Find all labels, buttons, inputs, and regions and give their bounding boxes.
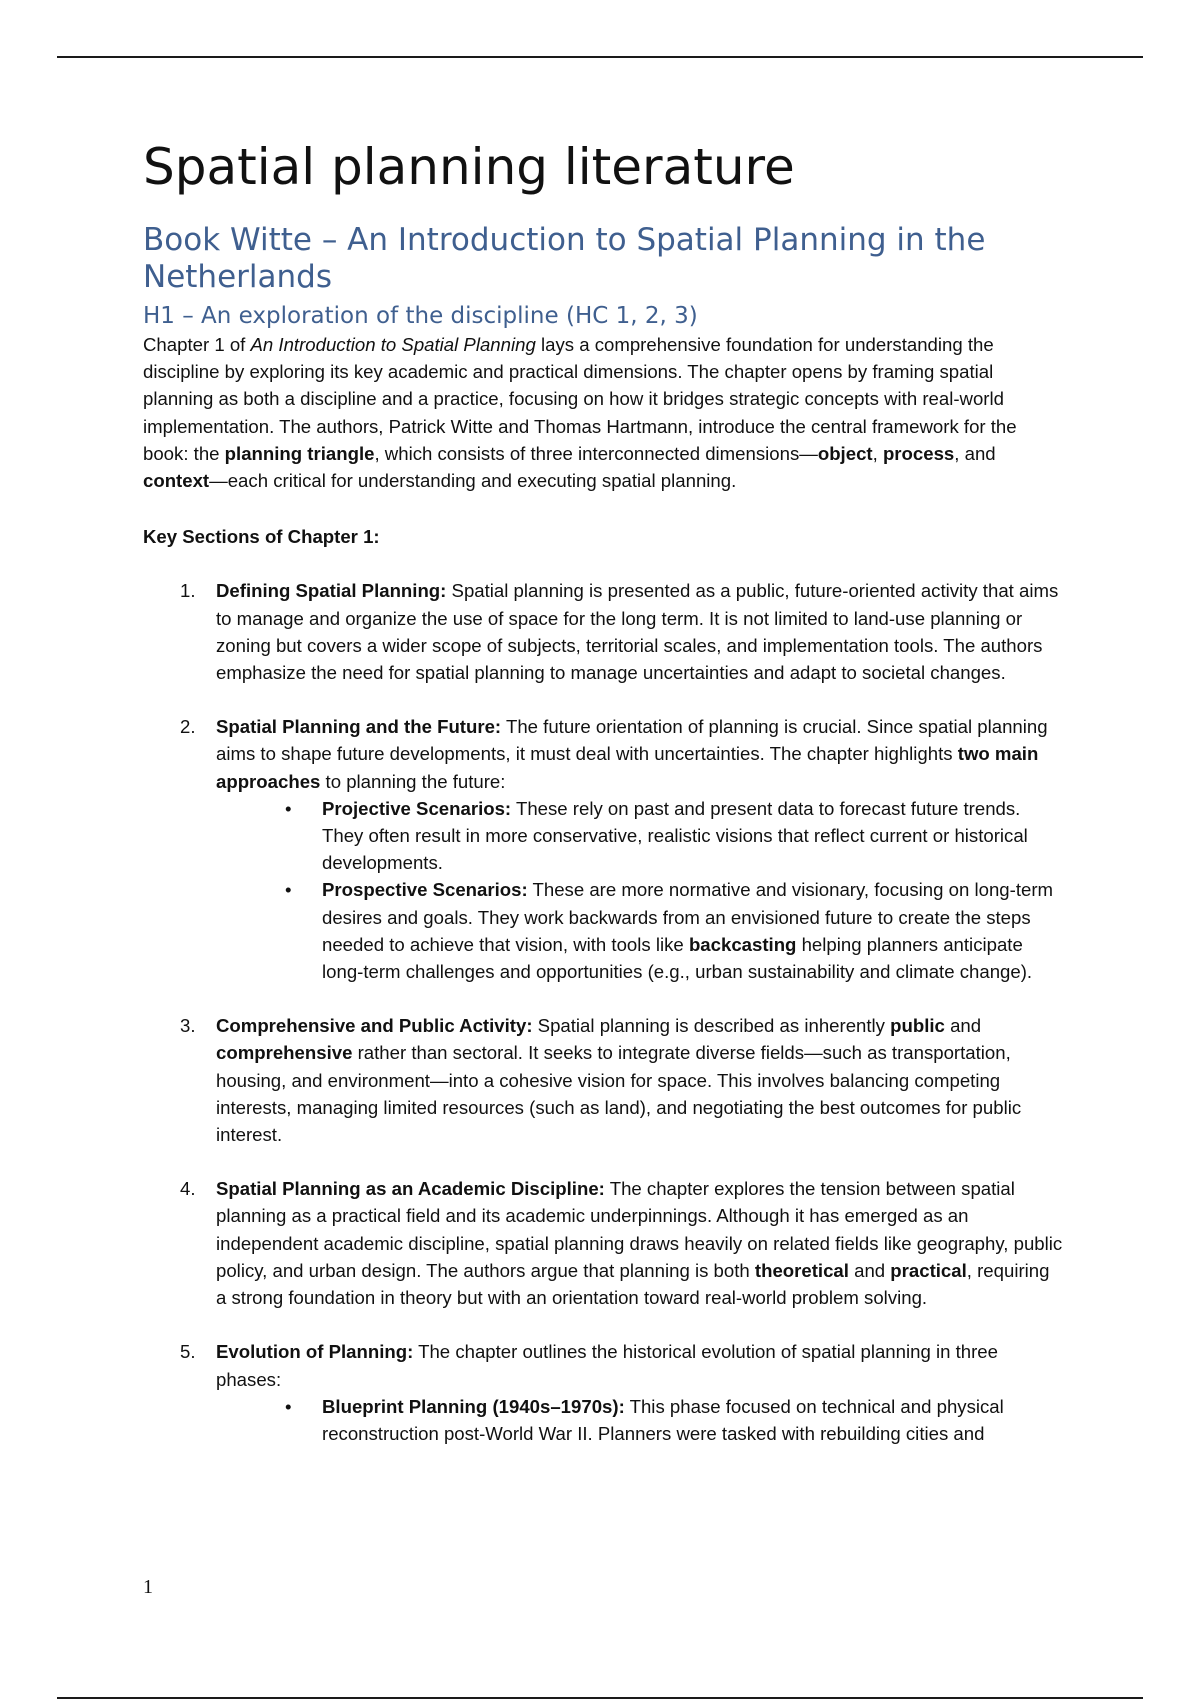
section-item: 2. Spatial Planning and the Future: The future orientation of planning is crucial. Since spatial planning aims to shape future developments, it must deal with uncertainties. The chapter highlights two main approaches to planning the future: • Projective Scenarios: These rely on past and present data to forecast future trends. They often result in more conservative, realistic visions that reflect current or historical developments. • Prospective Scenarios: These are more normative and visionary, focusing on long-term desires and goals. They work backwards from an envisioned future to create the steps needed to achieve that vision, with tools like backcasting helping planners anticipate long-term challenges and opportunities (e.g., urban sustainability and climate change). [143,713,1063,985]
context-term: context [143,470,210,492]
section-title: Comprehensive and Public Activity: [216,1015,533,1037]
scenario-bullet-list [216,795,1063,985]
bullet-item: • Blueprint Planning (1940s–1970s): This phase focused on technical and physical reconstruction post-World War II. Planners were tasked with rebuilding cities and [143,1393,1063,1447]
section-title: Spatial Planning and the Future: [216,716,502,738]
process-term: process [882,442,955,464]
object-term: object [817,442,873,464]
section-item: 1. Defining Spatial Planning: Spatial planning is presented as a public, future-oriented activity that aims to manage and organize the use of space for the long term. It is not limited to land-use planning or zoning but covers a wider scope of subjects, territorial scales, and implementation tools. The authors emphasize the need for spatial planning to manage uncertainties and adapt to societal changes. [143,577,1063,686]
section-number: 2. [180,716,196,738]
bullet-icon: • [285,1395,292,1417]
page-number: 1 [143,1576,153,1598]
bullet-item: • Projective Scenarios: These rely on past and present data to forecast future trends. They often result in more conservative, realistic visions that reflect current or historical developments. [143,795,1063,877]
section-title: Defining Spatial Planning: [216,580,447,602]
footer-rule [57,1697,1143,1699]
section-number: 3. [180,1015,196,1037]
section-title: Evolution of Planning: [216,1341,414,1363]
phase-bullet-list [216,1393,1063,1447]
key-sections-heading: Key Sections of Chapter 1: [143,526,380,548]
document-title: Spatial planning literature [143,138,795,196]
section-number: 4. [180,1178,196,1200]
section-number: 5. [180,1341,196,1363]
book-title-italic: An Introduction to Spatial Planning [250,334,536,355]
section-item: 5. Evolution of Planning: The chapter outlines the historical evolution of spatial planning in three phases: • Blueprint Planning (1940s–1970s): This phase focused on technical and physical reconstruction post-World War II. Planners were tasked with rebuilding cities and [143,1338,1063,1447]
section-number: 1. [180,580,196,602]
key-sections-list [143,577,1063,1447]
document-page [143,138,1063,1474]
section-item: 4. Spatial Planning as an Academic Discipline: The chapter explores the tension between spatial planning as a practical field and its academic underpinnings. Although it has emerged as an independent academic discipline, spatial planning draws heavily on related fields like geography, public policy, and urban design. The authors argue that planning is both theoretical and practical, requiring a strong foundation in theory but with an orientation toward real-world problem solving. [143,1175,1063,1311]
bullet-icon: • [285,797,292,819]
section-item: 3. Comprehensive and Public Activity: Spatial planning is described as inherently public and comprehensive rather than sectoral. It seeks to integrate diverse fields—such as transportation, housing, and environment—into a cohesive vision for space. This involves balancing competing interests, managing limited resources (such as land), and negotiating the best outcomes for public interest. [143,1012,1063,1148]
planning-triangle-term: planning triangle [224,442,375,464]
header-rule [57,56,1143,58]
bullet-icon: • [285,879,292,901]
book-heading: Book Witte – An Introduction to Spatial Planning in the Netherlands [143,222,986,295]
chapter-heading: H1 – An exploration of the discipline (HC 1, 2, 3) [143,303,698,329]
intro-paragraph: Chapter 1 of An Introduction to Spatial Planning lays a comprehensive foundation for understanding the discipline by exploring its key academic and practical dimensions. The chapter opens by framing spatial planning as both a discipline and a practice, focusing on how it bridges strategic concepts with real-world implementation. The authors, Patrick Witte and Thomas Hartmann, introduce the central framework for the book: the planning triangle, which consists of three interconnected dimensions—object, process, and context—each critical for understanding and executing spatial planning. [143,334,1017,492]
bullet-item: • Prospective Scenarios: These are more normative and visionary, focusing on long-term desires and goals. They work backwards from an envisioned future to create the steps needed to achieve that vision, with tools like backcasting helping planners anticipate long-term challenges and opportunities (e.g., urban sustainability and climate change). [143,876,1063,985]
section-title: Spatial Planning as an Academic Discipline: [216,1178,605,1200]
